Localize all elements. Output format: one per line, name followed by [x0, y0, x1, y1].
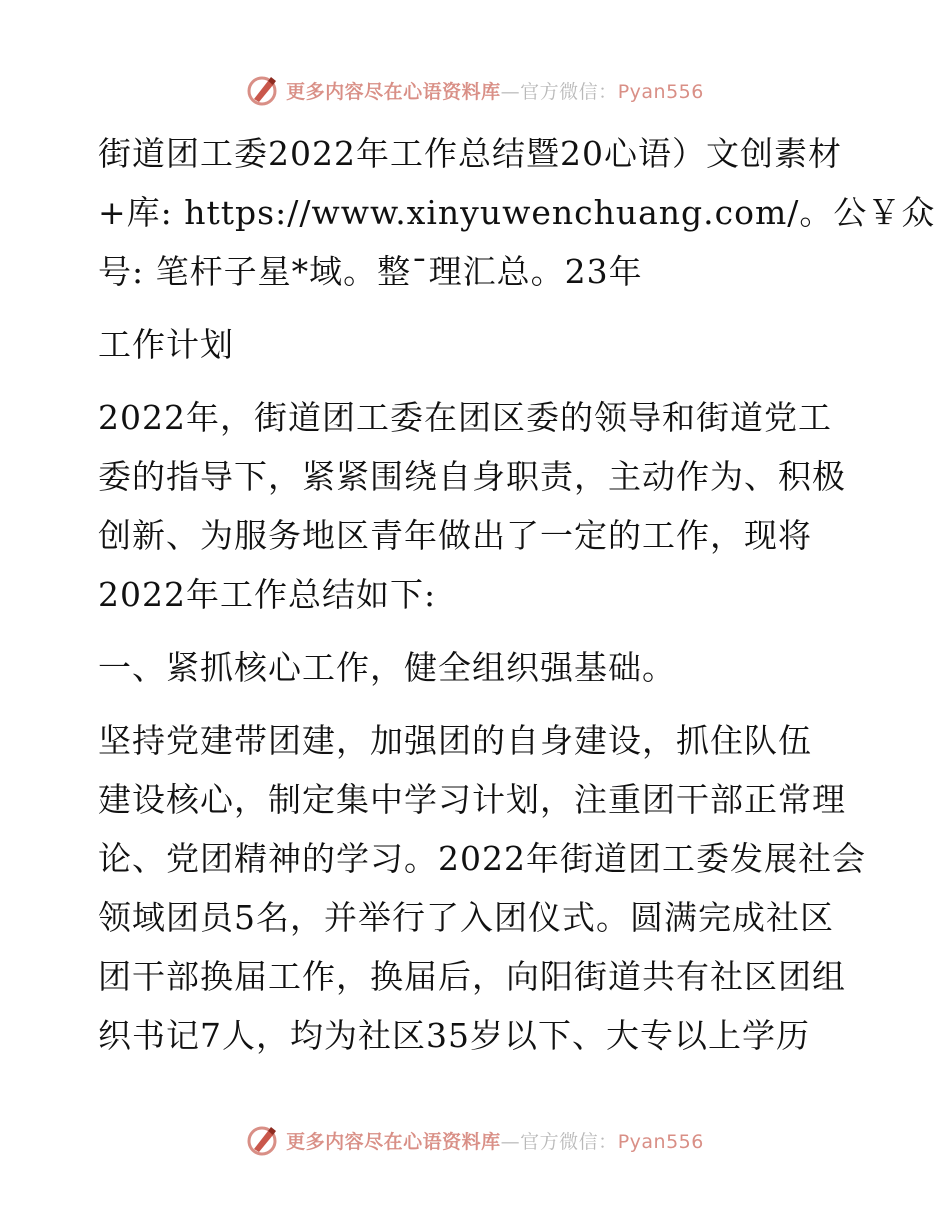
paragraph-intro — [98, 388, 858, 624]
watermark-sub-text: 官方微信： — [520, 80, 618, 103]
pen-logo-icon — [246, 73, 280, 107]
text-line: 团干部换届工作，换届后，向阳街道共有社区团组 — [98, 957, 846, 996]
text-line: 工作计划 — [98, 325, 234, 364]
paragraph-title — [98, 124, 936, 301]
watermark-dash: — — [500, 80, 521, 103]
text-line: 2022年工作总结如下: — [98, 575, 437, 614]
watermark-wechat-id: Pyan556 — [617, 80, 704, 103]
text-line: 论、党团精神的学习。2022年街道团工委发展社会 — [98, 839, 866, 878]
text-line: 街道团工委2022年工作总结暨20心语）文创素材 — [98, 134, 842, 173]
watermark-sub-text: 官方微信： — [520, 1130, 618, 1153]
text-line: 创新、为服务地区青年做出了一定的工作，现将 — [98, 516, 812, 555]
text-line: +库: https://www.xinyuwenchuang.com/。公￥众 — [98, 193, 936, 232]
paragraph-section-1 — [98, 711, 866, 1065]
document-body — [98, 124, 936, 1065]
footer-watermark — [0, 1120, 950, 1160]
watermark-main-text: 更多内容尽在心语资料库 — [286, 1130, 501, 1153]
pen-logo-icon — [246, 1123, 280, 1157]
text-line: 坚持党建带团建，加强团的自身建设，抓住队伍 — [98, 721, 812, 760]
paragraph-subtitle — [98, 315, 858, 374]
text-line: 委的指导下，紧紧围绕自身职责，主动作为、积极 — [98, 457, 846, 496]
section-heading — [98, 638, 858, 697]
text-line: 领域团员5名，并举行了入团仪式。圆满完成社区 — [98, 898, 834, 937]
watermark-wechat-id: Pyan556 — [617, 1130, 704, 1153]
text-line: 号: 笔杆子星*域。整¯理汇总。23年 — [98, 252, 643, 291]
watermark-dash: — — [500, 1130, 521, 1153]
text-line: 一、紧抓核心工作，健全组织强基础。 — [98, 648, 676, 687]
text-line: 建设核心，制定集中学习计划，注重团干部正常理 — [98, 780, 846, 819]
header-watermark — [0, 70, 950, 110]
text-line: 织书记7人，均为社区35岁以下、大专以上学历 — [98, 1016, 810, 1055]
watermark-main-text: 更多内容尽在心语资料库 — [286, 80, 501, 103]
text-line: 2022年，街道团工委在团区委的领导和街道党工 — [98, 398, 832, 437]
